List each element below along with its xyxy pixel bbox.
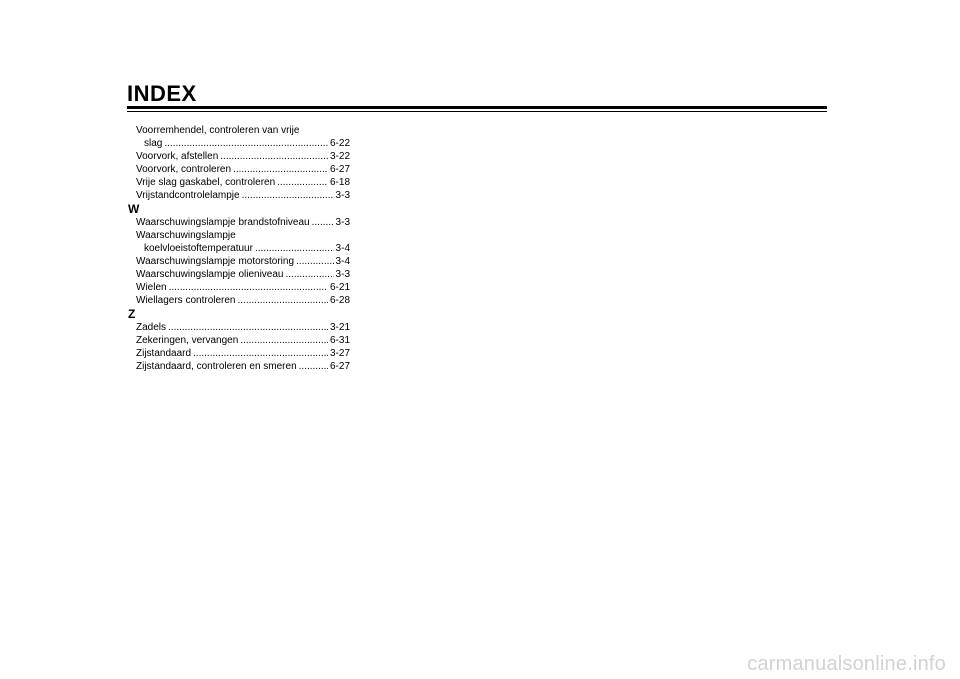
index-entry	[127, 163, 350, 176]
index-entry-term: Vrijstandcontrolelampje	[136, 190, 240, 201]
index-page-ref: 3-21	[329, 322, 350, 333]
index-entry	[127, 176, 350, 189]
index-entry	[127, 347, 350, 360]
index-entry	[127, 150, 350, 163]
index-entry-line	[136, 281, 350, 294]
index-entry	[127, 124, 350, 150]
index-entry-term: koelvloeistoftemperatuur	[144, 243, 253, 254]
dot-leader	[296, 255, 334, 268]
index-entry	[127, 294, 350, 307]
index-entry-line	[136, 216, 350, 229]
index-page-ref: 6-22	[329, 138, 350, 149]
index-entry-term: Zadels	[136, 322, 167, 333]
index-page-ref: 3-3	[335, 269, 350, 280]
index-entry-line	[136, 268, 350, 281]
index-page-ref: 3-3	[335, 190, 350, 201]
index-page-ref: 3-22	[329, 151, 350, 162]
index-entry-line	[136, 321, 350, 334]
dot-leader	[242, 189, 334, 202]
watermark-text: carmanualsonline.info	[747, 653, 946, 675]
dot-leader	[168, 321, 328, 334]
index-entry-term: Vrije slag gaskabel, controleren	[136, 177, 276, 188]
index-entry-term: Waarschuwingslampje	[136, 230, 236, 241]
index-entry-line	[136, 360, 350, 373]
index-page-ref: 6-27	[329, 164, 350, 175]
dot-leader	[299, 360, 328, 373]
dot-leader	[193, 347, 328, 360]
index-entry-term: Wiellagers controleren	[136, 295, 236, 306]
index-page-ref: 6-31	[329, 335, 350, 346]
index-section-letter: W	[128, 202, 140, 216]
index-entry	[127, 281, 350, 294]
index-entry-term: Zijstandaard	[136, 348, 192, 359]
dot-leader	[220, 150, 328, 163]
index-column	[127, 124, 350, 373]
dot-leader	[164, 137, 328, 150]
index-entry-term: slag	[144, 138, 163, 149]
dot-leader	[240, 334, 328, 347]
index-entry	[127, 321, 350, 334]
index-entry-term: Zekeringen, vervangen	[136, 335, 239, 346]
index-entry-term: Waarschuwingslampje olieniveau	[136, 269, 284, 280]
index-entry-line	[136, 294, 350, 307]
index-page-ref: 6-21	[329, 282, 350, 293]
index-entry-line	[136, 137, 350, 150]
index-page-ref: 6-27	[329, 361, 350, 372]
dot-leader	[169, 281, 328, 294]
index-entry-line	[136, 229, 350, 242]
index-entry-term: Waarschuwingslampje brandstofniveau	[136, 217, 310, 228]
index-entry	[127, 189, 350, 202]
index-page-ref: 6-18	[329, 177, 350, 188]
index-entry	[127, 360, 350, 373]
index-entry-line	[136, 255, 350, 268]
index-entry-line	[136, 163, 350, 176]
dot-leader	[233, 163, 328, 176]
index-page-ref: 6-28	[329, 295, 350, 306]
index-page-ref: 3-3	[335, 217, 350, 228]
dot-leader	[312, 216, 334, 229]
index-entry-line	[136, 176, 350, 189]
index-entry	[127, 255, 350, 268]
index-entry	[127, 229, 350, 255]
dot-leader	[238, 294, 328, 307]
index-entry	[127, 268, 350, 281]
index-entry-term: Voorvork, controleren	[136, 164, 232, 175]
index-entry-line	[136, 334, 350, 347]
index-page-ref: 3-27	[329, 348, 350, 359]
header-rule-thin	[127, 111, 827, 112]
index-entry-line	[136, 150, 350, 163]
index-entry-line	[136, 124, 350, 137]
index-entry-line	[136, 242, 350, 255]
dot-leader	[277, 176, 328, 189]
index-entry-term: Zijstandaard, controleren en smeren	[136, 361, 297, 372]
index-entry-term: Voorremhendel, controleren van vrije	[136, 125, 300, 136]
dot-leader	[255, 242, 334, 255]
index-entry-term: Wielen	[136, 282, 167, 293]
header-rule-thick	[127, 106, 827, 109]
index-page-ref: 3-4	[335, 256, 350, 267]
index-page-ref: 3-4	[335, 243, 350, 254]
index-entry-line	[136, 189, 350, 202]
index-entry	[127, 334, 350, 347]
index-entry-term: Voorvork, afstellen	[136, 151, 219, 162]
index-entry	[127, 216, 350, 229]
dot-leader	[285, 268, 333, 281]
index-entry-line	[136, 347, 350, 360]
index-title: INDEX	[127, 81, 197, 106]
index-section-letter: Z	[128, 307, 136, 321]
index-entry-term: Waarschuwingslampje motorstoring	[136, 256, 295, 267]
